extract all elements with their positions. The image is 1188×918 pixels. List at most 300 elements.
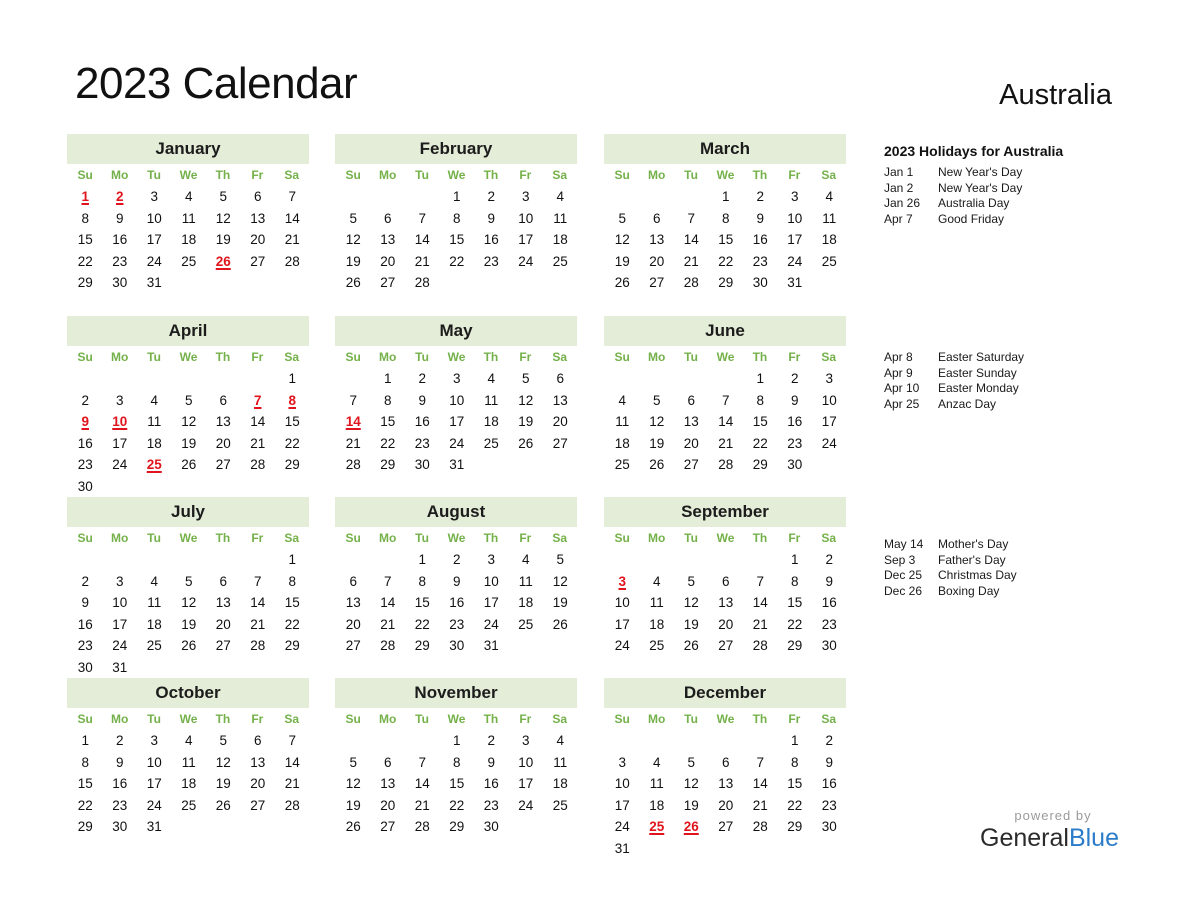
day-grid: [335, 549, 577, 657]
weekday-label: Fr: [519, 531, 532, 545]
date-cell: 19: [181, 616, 197, 632]
empty-cell: [674, 186, 709, 208]
holiday-item: [884, 181, 1124, 197]
date-cell: 26: [518, 435, 534, 451]
date-cell: 11: [147, 414, 162, 430]
date-cell: 19: [649, 435, 665, 451]
weekday-label: Th: [483, 350, 499, 364]
date-cell: 30: [112, 819, 128, 835]
date-cell: 12: [345, 232, 361, 248]
date-cell: 19: [614, 253, 630, 269]
weekday-label: We: [716, 168, 735, 182]
empty-cell: [605, 368, 640, 390]
date-cell: 5: [184, 392, 193, 408]
date-cell: 18: [614, 435, 630, 451]
date-cell: 6: [556, 371, 564, 386]
day-grid: [604, 368, 846, 476]
date-cell: 23: [483, 253, 499, 269]
day-grid: [67, 186, 309, 294]
month-name: December: [604, 678, 846, 708]
date-cell: 25: [146, 638, 162, 654]
holiday-date: Jan 1: [884, 165, 914, 179]
date-cell: 15: [449, 776, 465, 792]
date-cell: 16: [449, 595, 465, 611]
holiday-date-cell: 14: [345, 414, 361, 430]
date-cell: 10: [518, 754, 534, 770]
holiday-name: New Year's Day: [938, 180, 1023, 195]
holiday-date-cell: 25: [146, 457, 162, 473]
date-cell: 6: [687, 392, 695, 408]
weekday-label: Tu: [684, 712, 698, 726]
date-cell: 12: [215, 210, 231, 226]
holiday-date-cell: 7: [253, 392, 262, 408]
date-cell: 15: [787, 776, 803, 792]
date-cell: 13: [250, 210, 266, 226]
month-june: [604, 316, 846, 476]
weekday-label: Fr: [251, 168, 264, 182]
date-cell: 10: [518, 210, 534, 226]
date-cell: 18: [146, 616, 162, 632]
empty-cell: [605, 730, 640, 752]
date-cell: 23: [414, 435, 430, 451]
country-name: Australia: [999, 79, 1112, 111]
weekday-header-row: [604, 708, 846, 730]
holiday-date-cell: 26: [215, 253, 231, 269]
weekday-label: Mo: [378, 712, 397, 726]
month-april: [67, 316, 309, 498]
date-cell: 16: [821, 595, 837, 611]
date-cell: 2: [81, 392, 89, 408]
empty-cell: [371, 730, 406, 752]
holiday-name: Easter Saturday: [938, 350, 1025, 364]
day-grid: [67, 730, 309, 838]
weekday-label: Su: [345, 350, 361, 364]
weekday-label: Fr: [788, 350, 801, 364]
weekday-label: Su: [614, 168, 630, 182]
date-cell: 25: [614, 457, 630, 473]
date-cell: 9: [790, 392, 799, 408]
brand-name: [980, 823, 1120, 853]
date-cell: 4: [487, 371, 495, 386]
date-cell: 18: [649, 797, 665, 813]
date-cell: 30: [112, 275, 128, 291]
empty-cell: [336, 186, 371, 208]
holiday-item: [884, 165, 1124, 181]
month-name: May: [335, 316, 577, 346]
date-cell: 9: [825, 754, 833, 770]
date-cell: 26: [345, 275, 361, 291]
date-cell: 20: [215, 616, 231, 632]
date-cell: 24: [518, 253, 534, 269]
empty-cell: [640, 186, 675, 208]
holiday-date: Apr 10: [884, 381, 920, 396]
date-cell: 13: [380, 232, 396, 248]
date-cell: 23: [787, 435, 803, 451]
date-cell: 1: [288, 552, 296, 567]
weekday-label: Mo: [110, 531, 129, 545]
date-cell: 7: [418, 754, 426, 770]
date-cell: 21: [718, 435, 734, 451]
holiday-date: Apr 9: [884, 365, 913, 380]
date-cell: 25: [649, 638, 665, 654]
month-name: January: [67, 134, 309, 164]
date-cell: 7: [349, 392, 357, 408]
holiday-group: [884, 537, 1124, 599]
date-cell: 12: [614, 232, 630, 248]
day-grid: [604, 186, 846, 294]
date-cell: 1: [790, 552, 799, 567]
date-cell: 26: [649, 457, 665, 473]
weekday-header-row: [335, 346, 577, 368]
date-cell: 29: [718, 275, 734, 291]
date-cell: 4: [184, 189, 193, 204]
date-cell: 15: [752, 414, 768, 430]
date-cell: 3: [618, 754, 626, 770]
date-cell: 13: [250, 754, 266, 770]
weekday-label: Mo: [647, 168, 666, 182]
date-cell: 1: [756, 371, 764, 386]
date-cell: 4: [150, 573, 158, 589]
holiday-date-cell: 8: [288, 392, 296, 408]
weekday-label: Sa: [284, 712, 300, 726]
holiday-item: [884, 397, 1124, 413]
date-cell: 17: [614, 616, 630, 632]
date-cell: 13: [683, 414, 699, 430]
date-cell: 7: [288, 189, 296, 204]
date-cell: 22: [284, 435, 300, 451]
date-cell: 18: [552, 776, 568, 792]
holiday-date: Apr 8: [884, 350, 913, 364]
holiday-date: Apr 7: [884, 211, 913, 226]
date-cell: 14: [250, 595, 266, 611]
empty-cell: [405, 186, 440, 208]
date-cell: 23: [112, 797, 128, 813]
date-cell: 6: [253, 733, 262, 748]
date-cell: 16: [821, 776, 837, 792]
date-cell: 14: [752, 595, 768, 611]
month-name: August: [335, 497, 577, 527]
weekday-label: We: [179, 168, 198, 182]
weekday-label: Su: [614, 712, 630, 726]
date-cell: 24: [146, 253, 162, 269]
date-cell: 23: [112, 253, 128, 269]
date-cell: 16: [787, 414, 803, 430]
weekday-label: Tu: [415, 712, 429, 726]
empty-cell: [709, 730, 744, 752]
weekday-label: Sa: [821, 712, 837, 726]
date-cell: 29: [414, 638, 430, 654]
weekday-label: Fr: [251, 712, 264, 726]
date-cell: 12: [181, 414, 197, 430]
date-cell: 20: [718, 616, 734, 632]
date-cell: 25: [483, 435, 499, 451]
date-cell: 11: [649, 595, 664, 611]
date-cell: 11: [181, 754, 196, 770]
weekday-label: Th: [215, 350, 231, 364]
weekday-header-row: [335, 527, 577, 549]
date-cell: 28: [250, 638, 266, 654]
date-cell: 9: [487, 754, 495, 770]
weekday-label: Th: [752, 531, 768, 545]
weekday-label: Th: [752, 712, 768, 726]
date-cell: 24: [614, 638, 630, 654]
date-cell: 18: [649, 616, 665, 632]
weekday-label: Su: [614, 350, 630, 364]
empty-cell: [241, 549, 276, 571]
day-grid: [335, 186, 577, 294]
date-cell: 15: [718, 232, 734, 248]
date-cell: 20: [345, 616, 361, 632]
date-cell: 31: [146, 819, 162, 835]
date-cell: 4: [556, 733, 564, 748]
date-cell: 14: [250, 414, 266, 430]
date-cell: 19: [518, 414, 534, 430]
weekday-label: Th: [483, 168, 499, 182]
date-cell: 17: [821, 414, 837, 430]
weekday-label: We: [716, 712, 735, 726]
weekday-label: Tu: [147, 712, 161, 726]
date-cell: 26: [683, 638, 699, 654]
date-cell: 6: [253, 189, 262, 204]
empty-cell: [640, 368, 675, 390]
weekday-label: Su: [614, 531, 630, 545]
weekday-label: Tu: [684, 168, 698, 182]
date-cell: 21: [250, 616, 266, 632]
date-cell: 6: [349, 573, 357, 589]
date-cell: 2: [418, 371, 426, 386]
date-cell: 30: [787, 457, 803, 473]
date-cell: 27: [718, 638, 734, 654]
day-grid: [67, 549, 309, 679]
date-cell: 22: [449, 797, 465, 813]
holiday-date: Dec 26: [884, 583, 923, 598]
weekday-label: Th: [215, 168, 231, 182]
weekday-label: We: [716, 350, 735, 364]
holiday-date-cell: 25: [649, 819, 665, 835]
date-cell: 17: [146, 232, 162, 248]
date-cell: 14: [414, 232, 430, 248]
date-cell: 5: [349, 210, 357, 226]
date-cell: 11: [553, 754, 568, 770]
holiday-name: Anzac Day: [938, 396, 997, 411]
date-cell: 31: [449, 457, 465, 473]
weekday-label: We: [179, 531, 198, 545]
date-cell: 26: [215, 797, 231, 813]
date-cell: 1: [721, 189, 730, 204]
weekday-label: Sa: [284, 168, 300, 182]
holiday-date: Jan 26: [884, 196, 921, 211]
weekday-label: Mo: [378, 168, 397, 182]
date-cell: 19: [215, 232, 231, 248]
date-cell: 30: [77, 478, 93, 494]
date-cell: 7: [756, 754, 764, 770]
weekday-label: Fr: [788, 712, 801, 726]
date-cell: 1: [81, 733, 89, 748]
date-cell: 3: [150, 733, 158, 748]
date-cell: 15: [380, 414, 396, 430]
date-cell: 9: [452, 573, 461, 589]
date-cell: 29: [787, 819, 803, 835]
date-cell: 25: [552, 797, 568, 813]
date-cell: 12: [215, 754, 231, 770]
date-cell: 30: [483, 819, 499, 835]
date-cell: 9: [418, 392, 426, 408]
weekday-label: Mo: [647, 350, 666, 364]
date-cell: 28: [752, 638, 768, 654]
weekday-header-row: [335, 164, 577, 186]
date-cell: 11: [518, 573, 533, 589]
empty-cell: [103, 549, 138, 571]
day-grid: [335, 730, 577, 838]
weekday-header-row: [604, 164, 846, 186]
date-cell: 20: [250, 232, 266, 248]
brand-name-blue: Blue: [1068, 824, 1119, 852]
date-cell: 22: [449, 253, 465, 269]
date-cell: 16: [483, 776, 499, 792]
date-cell: 6: [721, 573, 730, 589]
date-cell: 15: [284, 414, 300, 430]
date-cell: 4: [652, 754, 661, 770]
date-cell: 14: [414, 776, 430, 792]
date-cell: 7: [253, 573, 262, 589]
date-cell: 28: [414, 275, 430, 291]
date-cell: 14: [718, 414, 734, 430]
date-cell: 16: [414, 414, 430, 430]
date-cell: 17: [518, 232, 534, 248]
empty-cell: [241, 368, 276, 390]
date-cell: 3: [521, 189, 530, 204]
date-cell: 20: [649, 253, 665, 269]
date-cell: 31: [787, 275, 803, 291]
date-cell: 5: [652, 392, 661, 408]
day-grid: [67, 368, 309, 498]
date-cell: 7: [687, 210, 695, 226]
holiday-item: [884, 366, 1124, 382]
empty-cell: [336, 730, 371, 752]
date-cell: 24: [787, 253, 803, 269]
date-cell: 18: [181, 776, 197, 792]
date-cell: 21: [414, 797, 430, 813]
weekday-label: Tu: [684, 350, 698, 364]
weekday-label: Mo: [378, 531, 397, 545]
date-cell: 11: [649, 776, 664, 792]
date-cell: 22: [752, 435, 768, 451]
empty-cell: [137, 368, 172, 390]
date-cell: 24: [449, 435, 465, 451]
date-cell: 21: [752, 616, 768, 632]
date-cell: 29: [787, 638, 803, 654]
holiday-item: [884, 196, 1124, 212]
date-cell: 23: [77, 638, 93, 654]
date-cell: 19: [683, 616, 699, 632]
date-cell: 9: [115, 210, 124, 226]
date-cell: 25: [181, 253, 197, 269]
weekday-label: Sa: [821, 350, 837, 364]
weekday-label: We: [447, 168, 466, 182]
date-cell: 21: [752, 797, 768, 813]
date-cell: 24: [112, 457, 128, 473]
date-cell: 6: [383, 754, 392, 770]
date-cell: 23: [821, 616, 837, 632]
empty-cell: [405, 730, 440, 752]
empty-cell: [336, 549, 371, 571]
date-cell: 1: [790, 733, 799, 748]
date-cell: 4: [652, 573, 661, 589]
date-cell: 29: [752, 457, 768, 473]
date-cell: 13: [552, 392, 568, 408]
date-cell: 26: [552, 616, 568, 632]
weekday-label: We: [447, 531, 466, 545]
weekday-label: Su: [77, 168, 93, 182]
date-cell: 3: [487, 552, 495, 567]
date-cell: 13: [215, 595, 231, 611]
date-cell: 5: [219, 189, 227, 204]
date-cell: 27: [215, 457, 231, 473]
month-may: [335, 316, 577, 476]
date-cell: 12: [518, 392, 534, 408]
weekday-label: Sa: [552, 531, 568, 545]
date-cell: 3: [150, 189, 158, 204]
weekday-label: Fr: [788, 531, 801, 545]
holidays-title: 2023 Holidays for Australia: [884, 143, 1064, 159]
day-grid: [604, 730, 846, 860]
weekday-label: Th: [752, 350, 768, 364]
month-name: February: [335, 134, 577, 164]
empty-cell: [68, 368, 103, 390]
date-cell: 14: [284, 754, 300, 770]
date-cell: 5: [687, 754, 695, 770]
holiday-name: Australia Day: [938, 196, 1010, 211]
date-cell: 8: [756, 392, 764, 408]
date-cell: 4: [521, 552, 530, 567]
month-name: September: [604, 497, 846, 527]
date-cell: 29: [449, 819, 465, 835]
date-cell: 5: [556, 552, 564, 567]
date-cell: 29: [284, 638, 300, 654]
holiday-date: Apr 25: [884, 396, 920, 411]
date-cell: 20: [215, 435, 231, 451]
date-cell: 28: [718, 457, 734, 473]
weekday-label: Mo: [110, 168, 129, 182]
date-cell: 11: [484, 392, 499, 408]
date-cell: 13: [380, 776, 396, 792]
date-cell: 24: [821, 435, 837, 451]
date-cell: 18: [552, 232, 568, 248]
date-cell: 29: [77, 275, 93, 291]
date-cell: 3: [115, 573, 124, 589]
empty-cell: [68, 549, 103, 571]
weekday-label: Fr: [251, 350, 264, 364]
weekday-label: Tu: [415, 168, 429, 182]
holiday-item: [884, 381, 1124, 397]
holiday-date-cell: 26: [683, 819, 699, 835]
holiday-name: Good Friday: [938, 211, 1005, 226]
date-cell: 27: [649, 275, 665, 291]
holiday-date: Jan 2: [884, 180, 914, 195]
date-cell: 15: [284, 595, 300, 611]
date-cell: 21: [380, 616, 396, 632]
month-name: July: [67, 497, 309, 527]
holiday-date-cell: 1: [81, 189, 89, 204]
weekday-label: Fr: [519, 350, 532, 364]
date-cell: 1: [452, 189, 461, 204]
date-cell: 15: [77, 776, 93, 792]
weekday-label: We: [447, 712, 466, 726]
date-cell: 27: [215, 638, 231, 654]
holiday-group: [884, 165, 1124, 227]
date-cell: 8: [790, 754, 799, 770]
date-cell: 27: [683, 457, 699, 473]
